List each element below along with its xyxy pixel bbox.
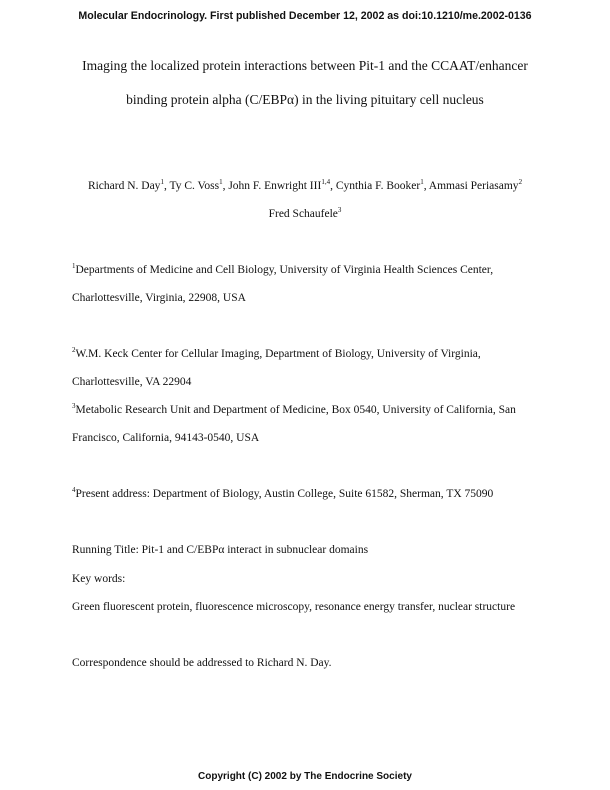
- affiliation-marker: 2: [72, 346, 76, 354]
- affiliation-text: Metabolic Research Unit and Department of Medicine, Box 0540, University of California, San: [75, 404, 516, 416]
- author-affiliation-marker: 1,4: [321, 178, 331, 186]
- author-name: Richard N. Day: [87, 180, 161, 192]
- author-name: , Ammasi Periasamy: [423, 180, 519, 192]
- key-words: Green fluorescent protein, fluorescence microscopy, resonance energy transfer, nuclear structure: [72, 601, 516, 613]
- author-name: , Cynthia F. Booker: [330, 180, 421, 192]
- affiliation-2-line-1: [72, 348, 481, 360]
- correspondence: Correspondence should be addressed to Richard N. Day.: [72, 657, 332, 669]
- author-affiliation-marker: 1: [420, 178, 424, 186]
- author-list: [0, 180, 610, 192]
- affiliation-2-line-2: Charlottesville, VA 22904: [72, 376, 192, 388]
- affiliation-3-line-1: [72, 404, 516, 416]
- affiliation-text: Present address: Department of Biology, Austin College, Suite 61582, Sherman, TX 75090: [75, 488, 494, 500]
- author-affiliation-marker: 1: [160, 178, 164, 186]
- affiliation-marker: 3: [72, 402, 76, 410]
- affiliation-4: [72, 488, 493, 500]
- affiliation-text: W.M. Keck Center for Cellular Imaging, Department of Biology, University of Virginia,: [75, 348, 481, 360]
- key-words-label: Key words:: [72, 573, 126, 585]
- affiliation-marker: 1: [72, 262, 76, 270]
- affiliation-marker: 4: [72, 486, 76, 494]
- author-affiliation-marker: 3: [337, 206, 342, 214]
- paper-title-line-2: binding protein alpha (C/EBPα) in the living pituitary cell nucleus: [126, 92, 484, 107]
- affiliation-1-line-1: [72, 264, 493, 276]
- author-name: Fred Schaufele: [268, 208, 338, 220]
- paper-title-line-1: Imaging the localized protein interactions between Pit-1 and the CCAAT/enhancer: [82, 58, 528, 73]
- affiliation-3-line-2: Francisco, California, 94143-0540, USA: [72, 432, 260, 444]
- author-name: , John F. Enwright III: [222, 180, 322, 192]
- author-list-line-2: [0, 208, 610, 220]
- author-name: , Ty C. Voss: [163, 180, 220, 192]
- affiliation-text: Departments of Medicine and Cell Biology, University of Virginia Health Sciences Center,: [75, 264, 494, 276]
- journal-header: Molecular Endocrinology. First published December 12, 2002 as doi:10.1210/me.2002-0136: [78, 10, 532, 22]
- author-affiliation-marker: 2: [518, 178, 523, 186]
- copyright-footer: Copyright (C) 2002 by The Endocrine Society: [198, 771, 412, 782]
- author-affiliation-marker: 1: [219, 178, 223, 186]
- affiliation-1-line-2: Charlottesville, Virginia, 22908, USA: [72, 292, 246, 304]
- running-title: Running Title: Pit-1 and C/EBPα interact in subnuclear domains: [72, 544, 369, 556]
